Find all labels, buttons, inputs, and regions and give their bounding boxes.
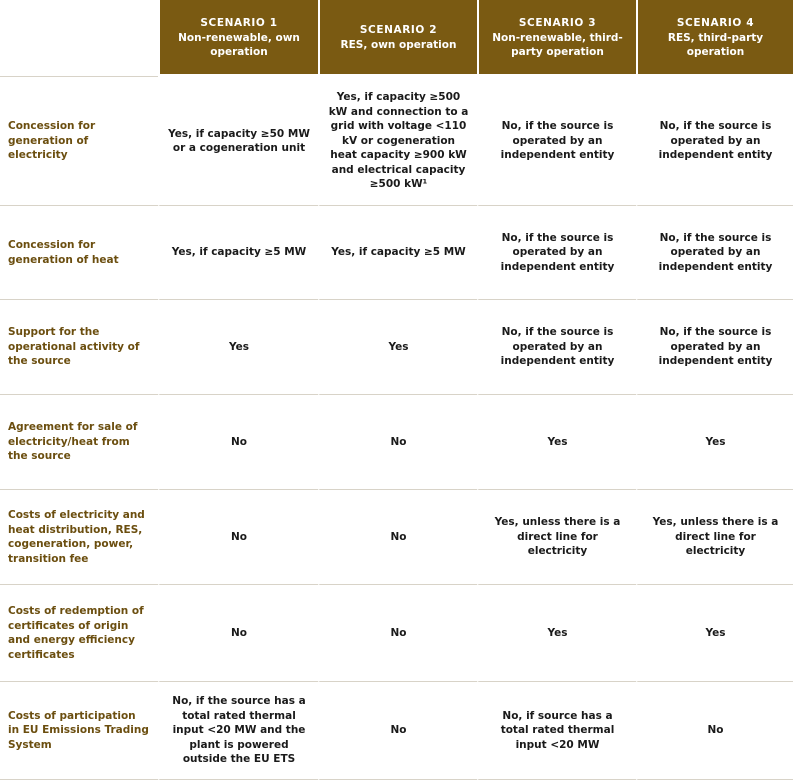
header-scenario-4 — [636, 0, 793, 77]
row-label-distribution-costs: Costs of electricity and heat distribution, RES, cogeneration, power, transition fee — [0, 490, 158, 585]
cell-operational-support-s1: Yes — [158, 300, 318, 395]
cell-distribution-costs-s2: No — [318, 490, 477, 585]
cell-sale-agreement-s4: Yes — [636, 395, 793, 490]
cell-electricity-concession-s2: Yes, if capacity ≥500 kW and connection to a grid with voltage <110 kV or cogeneration heat capacity ≥900 kW and electrical capacity ≥500 kW¹ — [318, 77, 477, 206]
scenario-2-subtitle: RES, own operation — [340, 38, 457, 51]
scenario-2-title: SCENARIO 2 — [359, 23, 438, 36]
cell-ets-costs-s4: No — [636, 682, 793, 780]
cell-operational-support-s2: Yes — [318, 300, 477, 395]
header-scenario-3 — [477, 0, 636, 77]
row-label-electricity-concession: Concession for generation of electricity — [0, 77, 158, 206]
cell-certificate-costs-s2: No — [318, 585, 477, 682]
row-label-sale-agreement: Agreement for sale of electricity/heat from the source — [0, 395, 158, 490]
cell-certificate-costs-s1: No — [158, 585, 318, 682]
cell-ets-costs-s3: No, if source has a total rated thermal input <20 MW — [477, 682, 636, 780]
scenario-3-title: SCENARIO 3 — [518, 16, 597, 29]
scenario-1-subtitle: Non-renewable, own operation — [178, 31, 300, 58]
cell-heat-concession-s4: No, if the source is operated by an independent entity — [636, 206, 793, 300]
cell-certificate-costs-s3: Yes — [477, 585, 636, 682]
scenario-3-subtitle: Non-renewable, third-party operation — [492, 31, 623, 58]
row-label-heat-concession: Concession for generation of heat — [0, 206, 158, 300]
cell-heat-concession-s1: Yes, if capacity ≥5 MW — [158, 206, 318, 300]
cell-electricity-concession-s1: Yes, if capacity ≥50 MW or a cogeneration unit — [158, 77, 318, 206]
cell-ets-costs-s2: No — [318, 682, 477, 780]
cell-distribution-costs-s3: Yes, unless there is a direct line for electricity — [477, 490, 636, 585]
cell-ets-costs-s1: No, if the source has a total rated thermal input <20 MW and the plant is powered outside the EU ETS — [158, 682, 318, 780]
cell-electricity-concession-s3: No, if the source is operated by an independent entity — [477, 77, 636, 206]
header-scenario-1 — [158, 0, 318, 77]
scenario-1-title: SCENARIO 1 — [200, 16, 278, 29]
row-label-operational-support: Support for the operational activity of the source — [0, 300, 158, 395]
cell-sale-agreement-s2: No — [318, 395, 477, 490]
cell-certificate-costs-s4: Yes — [636, 585, 793, 682]
row-label-certificate-costs: Costs of redemption of certificates of origin and energy efficiency certificates — [0, 585, 158, 682]
cell-operational-support-s4: No, if the source is operated by an independent entity — [636, 300, 793, 395]
cell-heat-concession-s2: Yes, if capacity ≥5 MW — [318, 206, 477, 300]
cell-operational-support-s3: No, if the source is operated by an independent entity — [477, 300, 636, 395]
cell-sale-agreement-s3: Yes — [477, 395, 636, 490]
cell-distribution-costs-s4: Yes, unless there is a direct line for electricity — [636, 490, 793, 585]
cell-electricity-concession-s4: No, if the source is operated by an independent entity — [636, 77, 793, 206]
scenario-4-title: SCENARIO 4 — [676, 16, 755, 29]
cell-sale-agreement-s1: No — [158, 395, 318, 490]
cell-heat-concession-s3: No, if the source is operated by an independent entity — [477, 206, 636, 300]
header-corner — [0, 0, 158, 77]
scenario-4-subtitle: RES, third-party operation — [667, 31, 764, 58]
row-label-ets-costs: Costs of participation in EU Emissions Trading System — [0, 682, 158, 780]
cell-distribution-costs-s1: No — [158, 490, 318, 585]
header-scenario-2 — [318, 0, 477, 77]
